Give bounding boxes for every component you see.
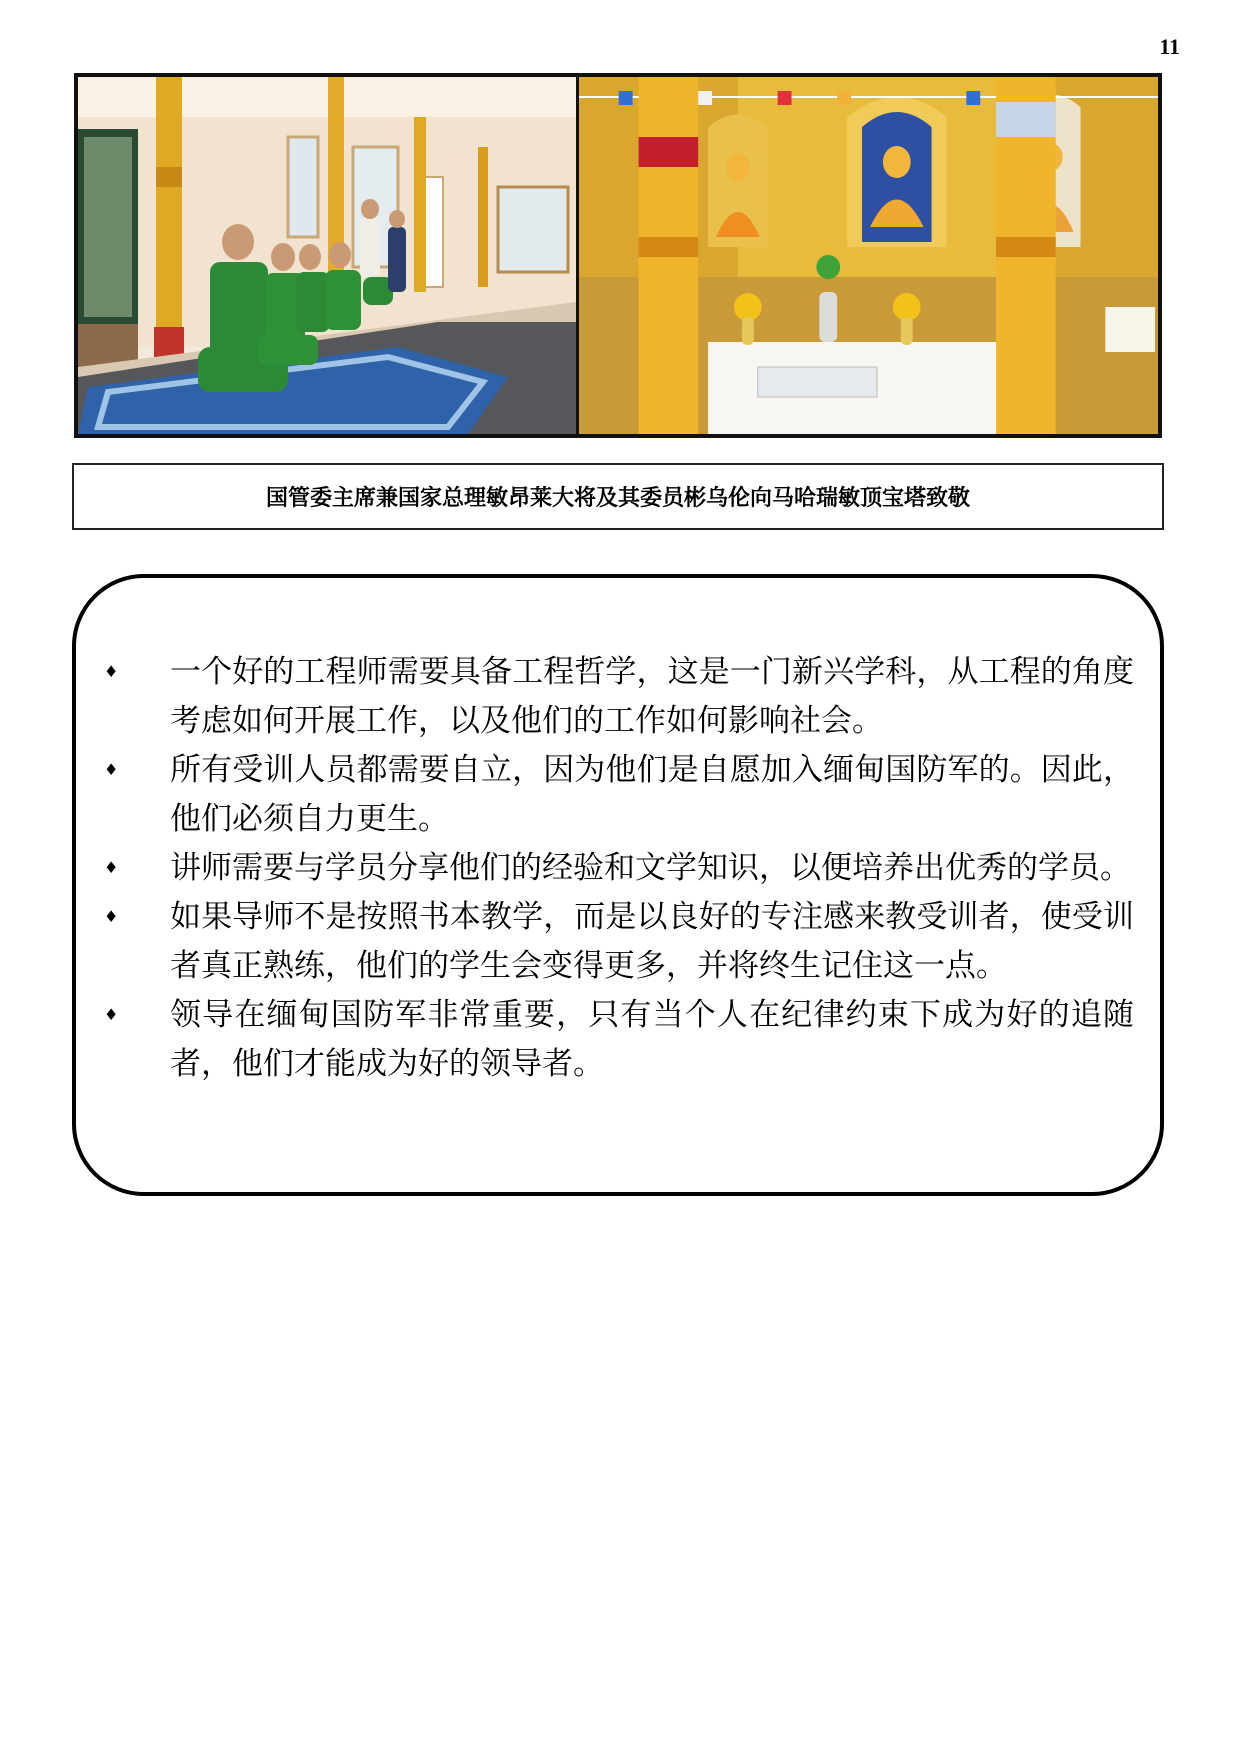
list-item-text: 所有受训人员都需要自立，因为他们是自愿加入缅甸国防军的。因此，他们必须自力更生。 (170, 752, 1134, 837)
list-item (104, 844, 1134, 893)
bullet-diamond-icon: ♦ (104, 1005, 119, 1024)
list-item (104, 893, 1134, 991)
list-item (104, 991, 1134, 1089)
list-item (104, 648, 1134, 746)
worship-scene-photo (78, 77, 579, 434)
bullet-diamond-icon: ♦ (104, 858, 119, 877)
bullet-diamond-icon: ♦ (104, 662, 119, 681)
bullet-diamond-icon: ♦ (104, 907, 119, 926)
pagoda-shrine-photo (579, 77, 1158, 434)
list-item (104, 746, 1134, 844)
list-item-text: 一个好的工程师需要具备工程哲学，这是一门新兴学科，从工程的角度考虑如何开展工作，以及他们的工作如何影响社会。 (170, 654, 1134, 739)
list-item-text: 如果导师不是按照书本教学，而是以良好的专注感来教受训者，使受训者真正熟练，他们的学生会变得更多，并将终生记住这一点。 (170, 899, 1134, 984)
list-item-text: 领导在缅甸国防军非常重要，只有当个人在纪律约束下成为好的追随者，他们才能成为好的领导者。 (170, 997, 1134, 1082)
bullet-diamond-icon: ♦ (104, 760, 119, 779)
photo-caption (72, 463, 1164, 530)
key-points-panel (72, 574, 1164, 1196)
photo-collage (74, 73, 1162, 438)
list-item-text: 讲师需要与学员分享他们的经验和文学知识，以便培养出优秀的学员。 (170, 850, 1131, 886)
page-number: 11 (1159, 34, 1180, 59)
key-points-list (104, 648, 1134, 1089)
caption-text: 国管委主席兼国家总理敏昂莱大将及其委员彬乌伦向马哈瑞敏顶宝塔致敬 (265, 486, 970, 511)
